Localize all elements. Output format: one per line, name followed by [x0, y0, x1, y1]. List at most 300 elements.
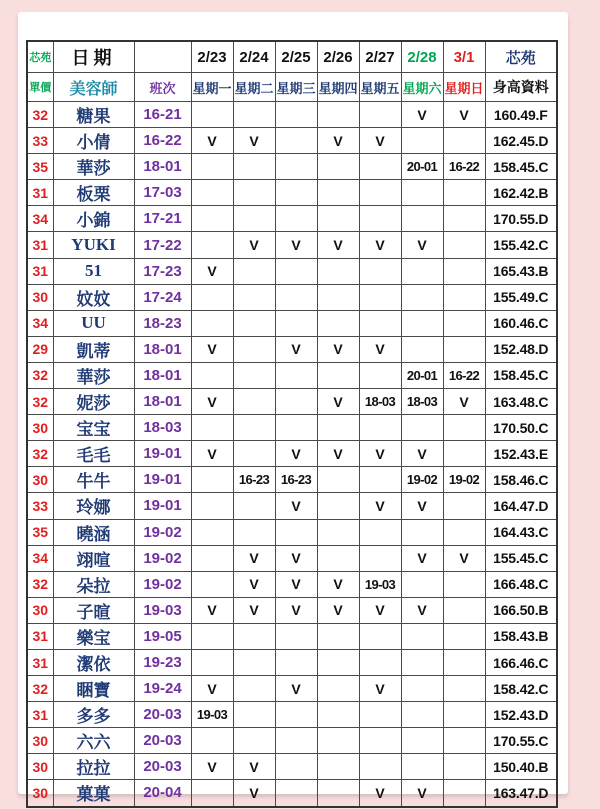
- price-cell: 30: [27, 597, 53, 623]
- name-cell: 六六: [53, 728, 134, 754]
- info-cell: 150.40.B: [485, 754, 557, 780]
- day-cell: [443, 441, 485, 467]
- name-cell: 潔依: [53, 649, 134, 675]
- info-cell: 158.46.C: [485, 467, 557, 493]
- price-cell: 30: [27, 780, 53, 807]
- day-cell: V: [191, 389, 233, 415]
- weekday-header: 星期六: [401, 73, 443, 102]
- info-cell: 163.47.D: [485, 780, 557, 807]
- price-cell: 34: [27, 310, 53, 336]
- day-cell: [233, 206, 275, 232]
- day-cell: [359, 702, 401, 728]
- day-cell: V: [233, 597, 275, 623]
- info-cell: 158.42.C: [485, 676, 557, 702]
- day-cell: 16-23: [233, 467, 275, 493]
- name-cell: 小錦: [53, 206, 134, 232]
- day-cell: [191, 206, 233, 232]
- day-cell: V: [275, 493, 317, 519]
- shift-cell: 19-01: [134, 493, 191, 519]
- day-cell: [317, 545, 359, 571]
- day-cell: [443, 571, 485, 597]
- day-cell: [359, 284, 401, 310]
- day-cell: [317, 467, 359, 493]
- table-row: [27, 154, 557, 180]
- info-cell: 165.43.B: [485, 258, 557, 284]
- day-cell: [359, 649, 401, 675]
- day-cell: [275, 102, 317, 128]
- price-cell: 32: [27, 102, 53, 128]
- shift-cell: 18-01: [134, 336, 191, 362]
- day-cell: V: [275, 545, 317, 571]
- day-cell: V: [191, 676, 233, 702]
- day-cell: [401, 206, 443, 232]
- brand-top-left: 芯苑: [27, 41, 53, 73]
- day-cell: [401, 519, 443, 545]
- day-cell: [233, 362, 275, 388]
- table-row: [27, 467, 557, 493]
- name-cell: 朵拉: [53, 571, 134, 597]
- price-cell: 31: [27, 258, 53, 284]
- day-cell: [443, 415, 485, 441]
- name-cell: 華莎: [53, 154, 134, 180]
- info-cell: 152.43.E: [485, 441, 557, 467]
- price-cell: 30: [27, 467, 53, 493]
- day-cell: [191, 232, 233, 258]
- name-cell: 樂宝: [53, 623, 134, 649]
- info-cell: 152.48.D: [485, 336, 557, 362]
- day-cell: [275, 728, 317, 754]
- table-row: [27, 336, 557, 362]
- day-cell: 20-01: [401, 154, 443, 180]
- name-cell: 玲娜: [53, 493, 134, 519]
- day-cell: V: [191, 754, 233, 780]
- day-cell: [443, 310, 485, 336]
- day-cell: [317, 702, 359, 728]
- price-cell: 30: [27, 284, 53, 310]
- day-cell: [317, 728, 359, 754]
- shift-cell: 18-01: [134, 154, 191, 180]
- weekday-header: 星期日: [443, 73, 485, 102]
- day-cell: [317, 102, 359, 128]
- day-cell: V: [233, 545, 275, 571]
- day-cell: [401, 180, 443, 206]
- day-cell: [233, 728, 275, 754]
- day-cell: [401, 728, 443, 754]
- day-cell: [443, 728, 485, 754]
- day-cell: [191, 519, 233, 545]
- shift-cell: 17-23: [134, 258, 191, 284]
- date-header: 2/24: [233, 41, 275, 73]
- table-row: [27, 493, 557, 519]
- price-cell: 30: [27, 728, 53, 754]
- info-cell: 158.45.C: [485, 154, 557, 180]
- day-cell: V: [359, 232, 401, 258]
- table-row: [27, 623, 557, 649]
- day-cell: 19-03: [359, 571, 401, 597]
- info-cell: 152.43.D: [485, 702, 557, 728]
- day-cell: [401, 702, 443, 728]
- table-row: [27, 284, 557, 310]
- day-cell: V: [317, 128, 359, 154]
- day-cell: [233, 389, 275, 415]
- day-cell: [317, 258, 359, 284]
- day-cell: [443, 128, 485, 154]
- weekday-header: 星期一: [191, 73, 233, 102]
- day-cell: [317, 154, 359, 180]
- day-cell: [233, 623, 275, 649]
- table-row: [27, 649, 557, 675]
- day-cell: [191, 310, 233, 336]
- day-cell: V: [233, 754, 275, 780]
- price-cell: 32: [27, 362, 53, 388]
- day-cell: V: [401, 493, 443, 519]
- day-cell: 19-03: [191, 702, 233, 728]
- shift-cell: 18-03: [134, 415, 191, 441]
- day-cell: V: [275, 676, 317, 702]
- name-cell: 凱蒂: [53, 336, 134, 362]
- table-row: [27, 258, 557, 284]
- date-header: 2/26: [317, 41, 359, 73]
- day-cell: [275, 310, 317, 336]
- day-cell: V: [275, 571, 317, 597]
- day-cell: [317, 180, 359, 206]
- day-cell: [443, 180, 485, 206]
- day-cell: V: [233, 232, 275, 258]
- info-cell: 162.42.B: [485, 180, 557, 206]
- price-cell: 33: [27, 128, 53, 154]
- day-cell: [275, 362, 317, 388]
- day-cell: V: [191, 597, 233, 623]
- day-cell: [275, 128, 317, 154]
- schedule-panel: [18, 12, 568, 805]
- shift-cell: 18-01: [134, 389, 191, 415]
- day-cell: [401, 415, 443, 441]
- table-row: [27, 780, 557, 807]
- day-cell: [401, 284, 443, 310]
- info-cell: 158.43.B: [485, 623, 557, 649]
- day-cell: V: [359, 780, 401, 807]
- day-cell: [233, 676, 275, 702]
- price-cell: 34: [27, 206, 53, 232]
- day-cell: V: [443, 545, 485, 571]
- schedule-table: [26, 40, 558, 808]
- day-cell: [317, 284, 359, 310]
- day-cell: [359, 623, 401, 649]
- day-cell: [233, 336, 275, 362]
- day-cell: 16-22: [443, 154, 485, 180]
- table-row: [27, 415, 557, 441]
- day-cell: V: [401, 102, 443, 128]
- day-cell: V: [359, 336, 401, 362]
- day-cell: [359, 728, 401, 754]
- day-cell: V: [233, 780, 275, 807]
- day-cell: [191, 545, 233, 571]
- price-cell: 32: [27, 441, 53, 467]
- day-cell: 16-22: [443, 362, 485, 388]
- day-cell: [401, 310, 443, 336]
- day-cell: [317, 493, 359, 519]
- name-cell: 毛毛: [53, 441, 134, 467]
- day-cell: V: [359, 493, 401, 519]
- day-cell: [275, 754, 317, 780]
- name-cell: 妏妏: [53, 284, 134, 310]
- info-cell: 155.49.C: [485, 284, 557, 310]
- table-row: [27, 702, 557, 728]
- day-cell: V: [401, 545, 443, 571]
- shift-cell: 19-23: [134, 649, 191, 675]
- name-cell: 拉拉: [53, 754, 134, 780]
- shift-header: 班次: [134, 73, 191, 102]
- day-cell: [359, 754, 401, 780]
- day-cell: [317, 519, 359, 545]
- day-cell: [401, 649, 443, 675]
- name-cell: UU: [53, 310, 134, 336]
- day-cell: [443, 206, 485, 232]
- day-cell: [401, 623, 443, 649]
- day-cell: [233, 441, 275, 467]
- name-cell: 小倩: [53, 128, 134, 154]
- price-header: 單價: [27, 73, 53, 102]
- table-row: [27, 545, 557, 571]
- day-cell: [359, 258, 401, 284]
- day-cell: [401, 571, 443, 597]
- day-cell: [317, 649, 359, 675]
- day-cell: [233, 102, 275, 128]
- day-cell: V: [191, 258, 233, 284]
- shift-cell: 19-24: [134, 676, 191, 702]
- shift-cell: 19-03: [134, 597, 191, 623]
- shift-cell: 17-21: [134, 206, 191, 232]
- day-cell: [191, 493, 233, 519]
- day-cell: 20-01: [401, 362, 443, 388]
- weekday-header: 星期三: [275, 73, 317, 102]
- day-cell: [233, 519, 275, 545]
- shift-cell: 19-01: [134, 467, 191, 493]
- day-cell: [275, 206, 317, 232]
- date-header: 2/23: [191, 41, 233, 73]
- day-cell: [317, 780, 359, 807]
- day-cell: [359, 310, 401, 336]
- price-cell: 31: [27, 180, 53, 206]
- shift-cell: 19-02: [134, 545, 191, 571]
- day-cell: [191, 467, 233, 493]
- day-cell: V: [191, 336, 233, 362]
- day-cell: [191, 102, 233, 128]
- day-cell: V: [401, 780, 443, 807]
- day-cell: [191, 780, 233, 807]
- date-header: 3/1: [443, 41, 485, 73]
- day-cell: [191, 362, 233, 388]
- day-cell: V: [275, 597, 317, 623]
- day-cell: [401, 258, 443, 284]
- day-cell: [191, 571, 233, 597]
- info-cell: 170.55.C: [485, 728, 557, 754]
- day-cell: [317, 415, 359, 441]
- day-cell: V: [317, 336, 359, 362]
- day-cell: V: [359, 441, 401, 467]
- shift-cell: 17-24: [134, 284, 191, 310]
- day-cell: [191, 415, 233, 441]
- day-cell: [401, 754, 443, 780]
- day-cell: [275, 258, 317, 284]
- day-cell: 16-23: [275, 467, 317, 493]
- day-cell: [317, 623, 359, 649]
- shift-header-blank: [134, 41, 191, 73]
- day-cell: [233, 180, 275, 206]
- table-row: [27, 571, 557, 597]
- date-header: 2/25: [275, 41, 317, 73]
- day-cell: 18-03: [359, 389, 401, 415]
- info-cell: 166.50.B: [485, 597, 557, 623]
- table-row: [27, 389, 557, 415]
- table-row: [27, 362, 557, 388]
- info-cell: 160.46.C: [485, 310, 557, 336]
- table-row: [27, 441, 557, 467]
- day-cell: [191, 284, 233, 310]
- day-cell: V: [317, 232, 359, 258]
- day-cell: [443, 336, 485, 362]
- day-cell: [401, 128, 443, 154]
- day-cell: [443, 493, 485, 519]
- day-cell: V: [359, 128, 401, 154]
- price-cell: 31: [27, 232, 53, 258]
- name-cell: 51: [53, 258, 134, 284]
- day-cell: V: [401, 441, 443, 467]
- info-cell: 163.48.C: [485, 389, 557, 415]
- name-cell: 糖果: [53, 102, 134, 128]
- day-cell: [401, 336, 443, 362]
- table-row: [27, 102, 557, 128]
- day-cell: [359, 154, 401, 180]
- name-cell: YUKI: [53, 232, 134, 258]
- day-cell: V: [359, 676, 401, 702]
- name-cell: 子暄: [53, 597, 134, 623]
- price-cell: 34: [27, 545, 53, 571]
- day-cell: [233, 649, 275, 675]
- day-cell: [275, 180, 317, 206]
- day-cell: [191, 649, 233, 675]
- day-cell: [317, 754, 359, 780]
- table-row: [27, 232, 557, 258]
- day-cell: [443, 780, 485, 807]
- day-cell: V: [359, 597, 401, 623]
- shift-cell: 17-22: [134, 232, 191, 258]
- day-cell: [233, 415, 275, 441]
- info-cell: 166.48.C: [485, 571, 557, 597]
- table-row: [27, 180, 557, 206]
- price-cell: 31: [27, 702, 53, 728]
- shift-cell: 16-21: [134, 102, 191, 128]
- day-cell: [275, 623, 317, 649]
- day-cell: V: [401, 232, 443, 258]
- day-cell: V: [317, 571, 359, 597]
- day-cell: [317, 362, 359, 388]
- day-cell: [359, 545, 401, 571]
- day-cell: V: [443, 102, 485, 128]
- brand-top-right: 芯苑: [485, 41, 557, 73]
- shift-cell: 18-23: [134, 310, 191, 336]
- info-cell: 155.42.C: [485, 232, 557, 258]
- staff-header: 美容師: [53, 73, 134, 102]
- weekday-header: 星期五: [359, 73, 401, 102]
- day-cell: [233, 154, 275, 180]
- price-cell: 32: [27, 389, 53, 415]
- date-row-label: 日期: [53, 41, 134, 73]
- day-cell: [191, 154, 233, 180]
- day-cell: [359, 415, 401, 441]
- day-cell: [359, 362, 401, 388]
- table-row: [27, 728, 557, 754]
- day-cell: [401, 676, 443, 702]
- table-row: [27, 128, 557, 154]
- table-row: [27, 597, 557, 623]
- day-cell: [233, 702, 275, 728]
- shift-cell: 20-04: [134, 780, 191, 807]
- price-cell: 33: [27, 493, 53, 519]
- day-cell: [317, 206, 359, 232]
- price-cell: 31: [27, 649, 53, 675]
- price-cell: 35: [27, 154, 53, 180]
- day-cell: [233, 284, 275, 310]
- name-cell: 宝宝: [53, 415, 134, 441]
- info-cell: 160.49.F: [485, 102, 557, 128]
- date-header: 2/27: [359, 41, 401, 73]
- name-cell: 睏寶: [53, 676, 134, 702]
- day-cell: V: [443, 389, 485, 415]
- name-cell: 妮莎: [53, 389, 134, 415]
- day-cell: [317, 310, 359, 336]
- weekday-header: 星期二: [233, 73, 275, 102]
- day-cell: [317, 676, 359, 702]
- day-cell: [233, 310, 275, 336]
- price-cell: 35: [27, 519, 53, 545]
- info-cell: 164.47.D: [485, 493, 557, 519]
- day-cell: [443, 623, 485, 649]
- table-row: [27, 676, 557, 702]
- day-cell: [275, 389, 317, 415]
- shift-cell: 18-01: [134, 362, 191, 388]
- info-cell: 166.46.C: [485, 649, 557, 675]
- day-cell: 18-03: [401, 389, 443, 415]
- day-cell: V: [317, 597, 359, 623]
- day-cell: [443, 284, 485, 310]
- day-cell: V: [317, 389, 359, 415]
- info-cell: 164.43.C: [485, 519, 557, 545]
- name-cell: 曉涵: [53, 519, 134, 545]
- day-cell: V: [317, 441, 359, 467]
- day-cell: [275, 154, 317, 180]
- day-cell: [275, 284, 317, 310]
- name-cell: 華莎: [53, 362, 134, 388]
- table-row: [27, 754, 557, 780]
- day-cell: V: [191, 128, 233, 154]
- name-cell: 板栗: [53, 180, 134, 206]
- day-cell: V: [191, 441, 233, 467]
- day-cell: [443, 676, 485, 702]
- info-header: 身高資料: [485, 73, 557, 102]
- day-cell: [275, 780, 317, 807]
- day-cell: [275, 702, 317, 728]
- shift-cell: 17-03: [134, 180, 191, 206]
- day-cell: [359, 519, 401, 545]
- weekday-header: 星期四: [317, 73, 359, 102]
- price-cell: 32: [27, 571, 53, 597]
- day-cell: [443, 232, 485, 258]
- shift-cell: 20-03: [134, 754, 191, 780]
- price-cell: 30: [27, 415, 53, 441]
- day-cell: 19-02: [401, 467, 443, 493]
- info-cell: 162.45.D: [485, 128, 557, 154]
